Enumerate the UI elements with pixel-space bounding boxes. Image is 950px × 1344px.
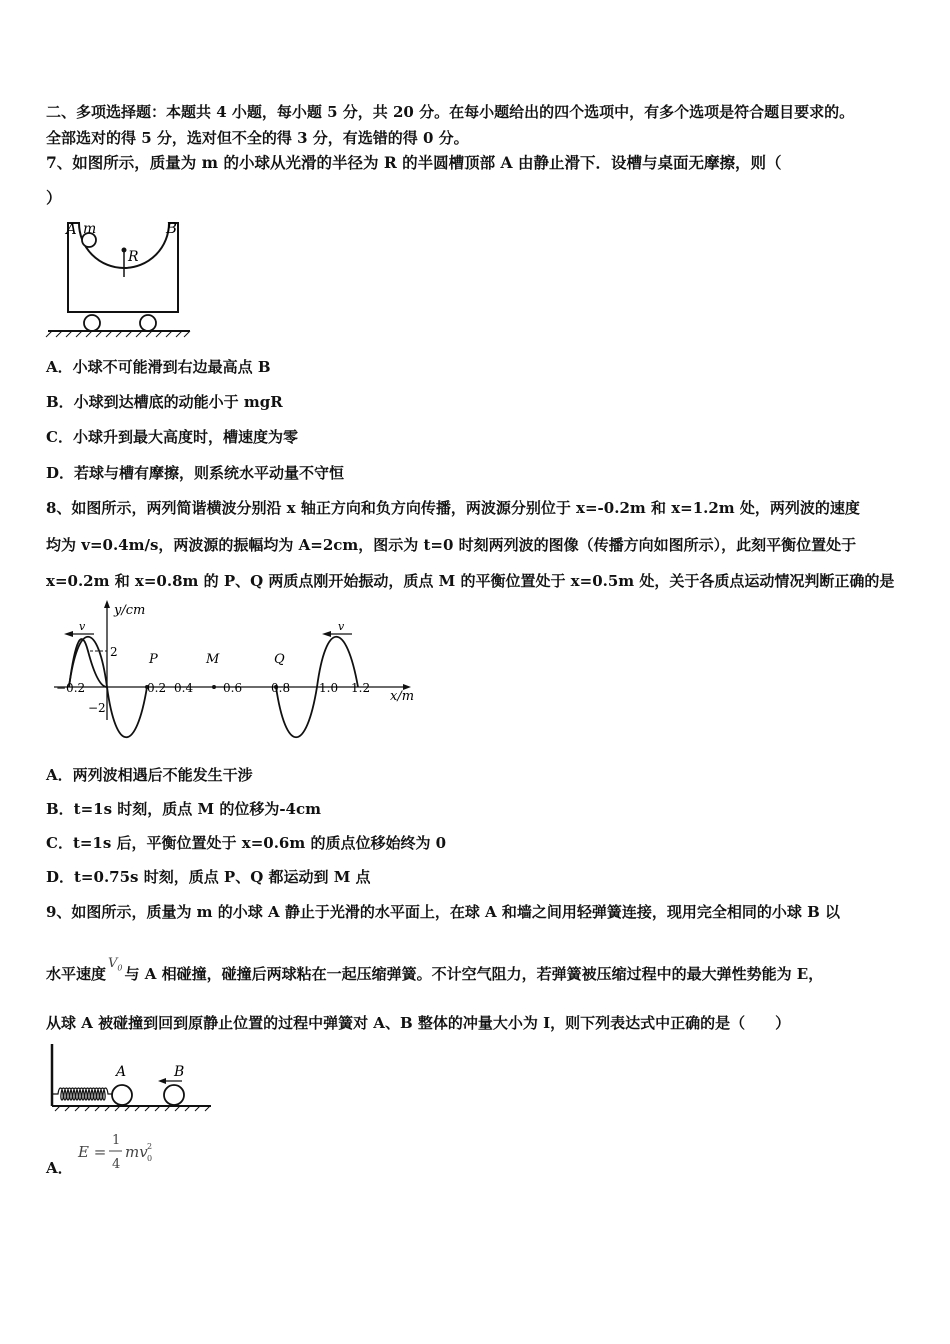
q8-option-d: D．t=0.75s 时刻，质点 P、Q 都运动到 M 点 [46, 868, 371, 886]
q7-stem-line1: 7、如图所示，质量为 m 的小球从光滑的半径为 R 的半圆槽顶部 A 由静止滑下．设槽与桌面无摩擦，则（ [46, 153, 782, 172]
label-B: B [166, 219, 178, 237]
label-M: M [206, 652, 220, 667]
q8-option-a: A．两列波相遇后不能发生干涉 [46, 766, 253, 784]
q9-stem-line2-start: 水平速度 [46, 965, 107, 983]
q7-option-a: A．小球不可能滑到右边最高点 B [46, 358, 271, 376]
wheel-right [140, 315, 156, 331]
x-tick-1.2: 1.2 [351, 681, 371, 695]
y-tick-neg: −2 [88, 701, 106, 715]
x-tick-0.8: 0.8 [271, 681, 291, 695]
q9-stem-line3: 从球 A 被碰撞到回到原静止位置的过程中弹簧对 A、B 整体的冲量大小为 I，则下列表达式中正确的是（ ） [46, 1014, 791, 1032]
y-axis-label: y/cm [114, 603, 146, 618]
x-tick-0.4: 0.4 [174, 681, 194, 695]
right-v-label: v [338, 620, 345, 633]
q8-option-c: C．t=1s 后，平衡位置处于 x=0.6m 的质点位移始终为 0 [46, 834, 447, 852]
formula-numerator: 1 [112, 1133, 121, 1148]
q7-option-b: B．小球到达槽底的动能小于 mgR [46, 393, 283, 411]
y-tick-pos: 2 [110, 645, 118, 659]
q8-option-b: B．t=1s 时刻，质点 M 的位移为-4cm [46, 800, 321, 818]
x-tick-n0.2: −0.2 [56, 681, 86, 695]
q8-wave-figure [46, 600, 426, 730]
x-tick-1.0: 1.0 [319, 681, 339, 695]
formula-sub: 0 [147, 1154, 153, 1163]
q7-option-c: C．小球升到最大高度时，槽速度为零 [46, 428, 298, 446]
label-A: A [66, 220, 77, 238]
label-A: A [116, 1064, 127, 1080]
q9-stem-line1: 9、如图所示，质量为 m 的小球 A 静止于光滑的水平面上，在球 A 和墙之间用轻弹簧连接，现用完全相同的小球 B 以 [46, 903, 841, 921]
ball-A [112, 1085, 132, 1105]
q7-option-d: D．若球与槽有摩擦，则系统水平动量不守恒 [46, 464, 345, 482]
q8-stem-line2: 均为 v=0.4m/s，两波源的振幅均为 A=2cm，图示为 t=0 时刻两列波的图像（传播方向如图所示），此刻平衡位置处于 [46, 536, 857, 554]
q9-stem-line2-end: 与 A 相碰撞，碰撞后两球粘在一起压缩弹簧。不计空气阻力，若弹簧被压缩过程中的最大弹性势能为 E， [124, 965, 824, 983]
label-P: P [149, 652, 158, 667]
label-B: B [174, 1064, 185, 1080]
q8-stem-line3: x=0.2m 和 x=0.8m 的 P、Q 两质点刚开始振动，质点 M 的平衡位置处于 x=0.5m 处，关于各质点运动情况判断正确的是 [46, 572, 895, 590]
x-axis-label: x/m [390, 689, 415, 704]
q9-option-a-formula [76, 1130, 176, 1180]
formula-denominator: 4 [112, 1157, 121, 1172]
q8-stem-line1: 8、如图所示，两列简谐横波分别沿 x 轴正方向和负方向传播，两波源分别位于 x=-0.2m 和 x=1.2m 处，两列波的速度 [46, 499, 860, 517]
label-Q: Q [274, 652, 285, 667]
q7-figure-semicircle-trough [46, 215, 196, 335]
section-header-line1: 二、多项选择题：本题共 4 小题，每小题 5 分，共 20 分。在每小题给出的四个选项中，有多个选项是符合题目要求的。 [46, 103, 855, 121]
label-R: R [128, 249, 139, 265]
label-m: m [83, 221, 97, 237]
section-header-line2: 全部选对的得 5 分，选对但不全的得 3 分，有选错的得 0 分。 [46, 129, 469, 147]
q9-spring-figure [46, 1042, 216, 1112]
v0-symbol: $V_0$ [108, 956, 123, 973]
q7-stem-line2: ） [46, 188, 62, 207]
formula-sup: 2 [147, 1142, 153, 1151]
ball-B [164, 1085, 184, 1105]
q9-stem-line2 [46, 956, 824, 991]
formula-lhs: E = [78, 1143, 107, 1161]
x-tick-0.2: 0.2 [147, 681, 167, 695]
left-v-label: v [79, 620, 86, 633]
formula-rhs: mv [125, 1143, 148, 1161]
q9-option-a-label: A． [46, 1159, 73, 1177]
x-tick-0.6: 0.6 [223, 681, 243, 695]
wheel-left [84, 315, 100, 331]
